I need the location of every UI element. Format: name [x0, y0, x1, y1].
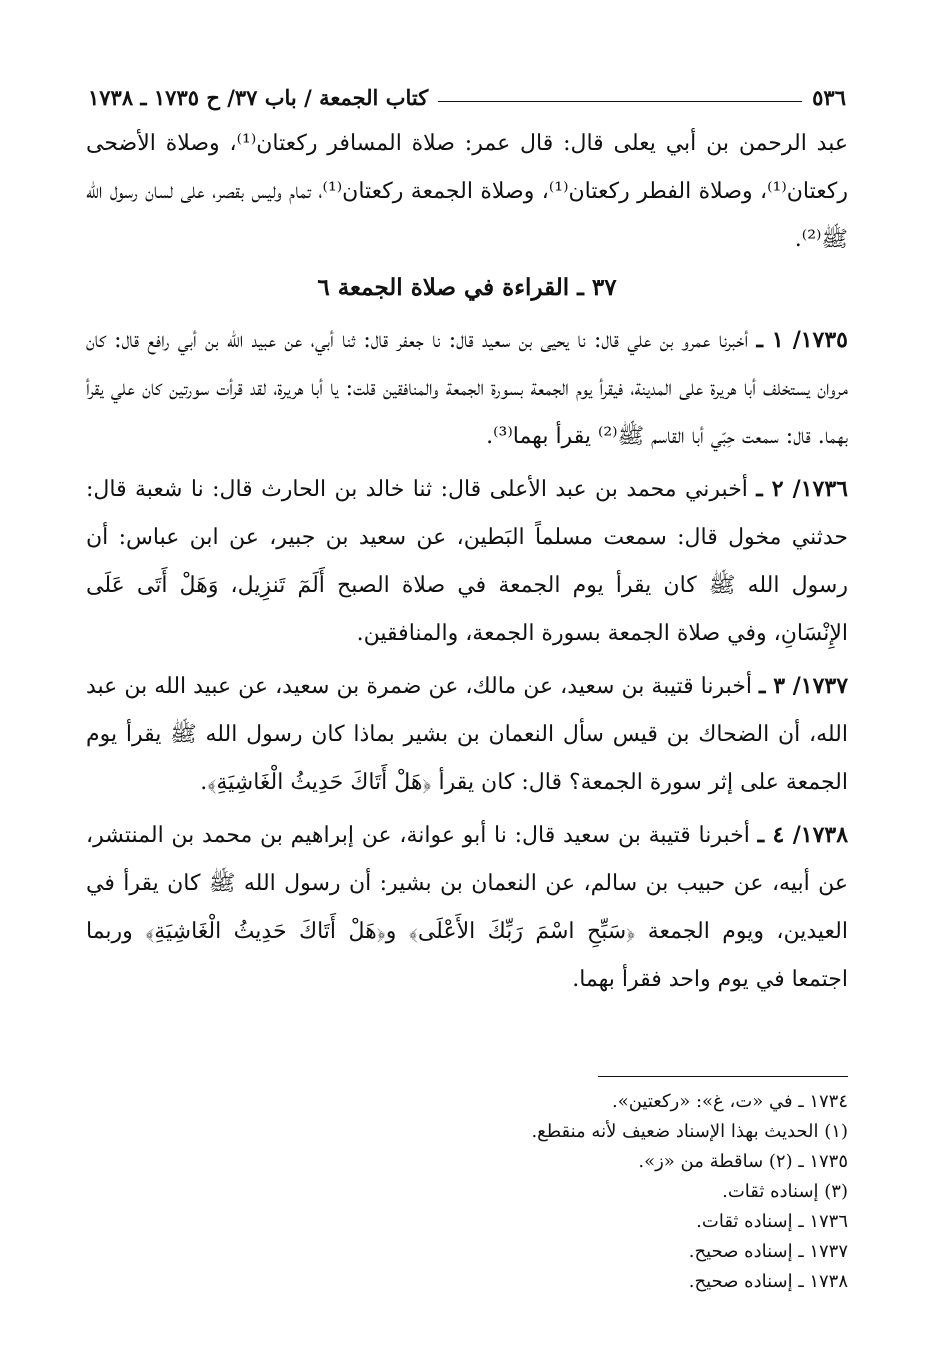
footnote: ١٧٣٦ ـ إسناده ثقات. [696, 1211, 848, 1232]
hadith-number: ١٧٣٦/ ٢ ـ [756, 476, 848, 502]
hadith-number: ١٧٣٨/ ٤ ـ [757, 822, 849, 848]
hadith-1737 [86, 662, 848, 807]
footnote: ١٧٣٥ ـ (٢) ساقطة من «ز». [638, 1151, 848, 1172]
footnote-rule [598, 1076, 848, 1077]
footnotes [86, 1076, 848, 1297]
page-number: ٥٣٦ [812, 85, 846, 110]
header-rule [438, 101, 802, 102]
chapter-heading: ٣٧ ـ القراءة في صلاة الجمعة ٦ [317, 274, 617, 301]
hadith-1736 [86, 465, 848, 658]
intro-paragraph: عبد الرحمن بن أبي يعلى قال: قال عمر: صلاة المسافر ركعتان⁽¹⁾، وصلاة الأضحى ركعتان⁽¹⁾، وصلاة الفطر ركعتان⁽¹⁾، وصلاة الجمعة ركعتان⁽¹⁾، تمام وليس بقصر، على لسان رسول الله ﷺ⁽²⁾. [86, 131, 849, 252]
hadith-number: ١٧٣٥/ ١ ـ [756, 327, 848, 353]
hadith-1738 [86, 811, 848, 1004]
hadith-text: أخبرنا قتيبة بن سعيد قال: نا أبو عوانة، عن إبراهيم بن محمد بن المنتشر، عن أبيه، عن حبيب بن سالم، عن النعمان بن بشير: أن رسول الله ﷺ كان يقرأ في العيدين، ويوم الجمعة ﴿سَبِّحِ اسْمَ رَبِّكَ الأَعْلَى﴾ و﴿هَلْ أَتَاكَ حَدِيثُ الْغَاشِيَةِ﴾ وربما اجتمعا في يوم واحد فقرأ بهما. [86, 823, 848, 992]
running-header [88, 74, 846, 110]
hadith-1735 [86, 316, 848, 461]
running-title: كتاب الجمعة / باب ٣٧/ ح ١٧٣٥ ـ ١٧٣٨ [88, 85, 429, 110]
hadith-number: ١٧٣٧/ ٣ ـ [759, 673, 849, 699]
footnote: ١٧٣٤ ـ في «ت، غ»: «ركعتين». [611, 1091, 848, 1112]
hadith-text: أخبرنا قتيبة بن سعيد، عن مالك، عن ضمرة بن سعيد، عن عبيد الله بن عبد الله، أن الضحاك بن قيس سأل النعمان بن بشير بماذا كان رسول الله ﷺ يقرأ يوم الجمعة على إثر سورة الجمعة؟ قال: كان يقرأ ﴿هَلْ أَتَاكَ حَدِيثُ الْغَاشِيَةِ﴾. [86, 674, 848, 795]
hadith-text: أخبرنا عمرو بن علي قال: نا يحيى بن سعيد قال: نا جعفر قال: ثنا أبي، عن عبيد الله بن أبي رافع قال: كان مروان يستخلف أبا هريرة على المدينة، فيقرأ يوم الجمعة بسورة الجمعة والمنافقين قلت: يا أبا هريرة، لقد قرأت سورتين كان علي يقرأ بهما. قال: سمعت حِبّي أبا القاسم ﷺ⁽²⁾ يقرأ بهما⁽³⁾. [86, 328, 848, 449]
hadith-text: أخبرني محمد بن عبد الأعلى قال: ثنا خالد بن الحارث قال: نا شعبة قال: حدثني مخول قال: سمعت مسلماً البَطين، عن سعيد بن جبير، عن ابن عباس: أن رسول الله ﷺ كان يقرأ يوم الجمعة في صلاة الصبح أَلَمٓ تَنزِيل، وَهَلْ أَتَى عَلَى الإِنْسَانِ، وفي صلاة الجمعة بسورة الجمعة، والمنافقين. [86, 477, 848, 646]
footnote: ١٧٣٧ ـ إسناده صحيح. [688, 1241, 848, 1262]
footnote: ١٧٣٨ ـ إسناده صحيح. [688, 1271, 848, 1292]
main-text [86, 120, 848, 1004]
footnote: (٣) إسناده ثقات. [722, 1181, 848, 1202]
footnote: (١) الحديث بهذا الإسناد ضعيف لأنه منقطع. [531, 1121, 848, 1142]
